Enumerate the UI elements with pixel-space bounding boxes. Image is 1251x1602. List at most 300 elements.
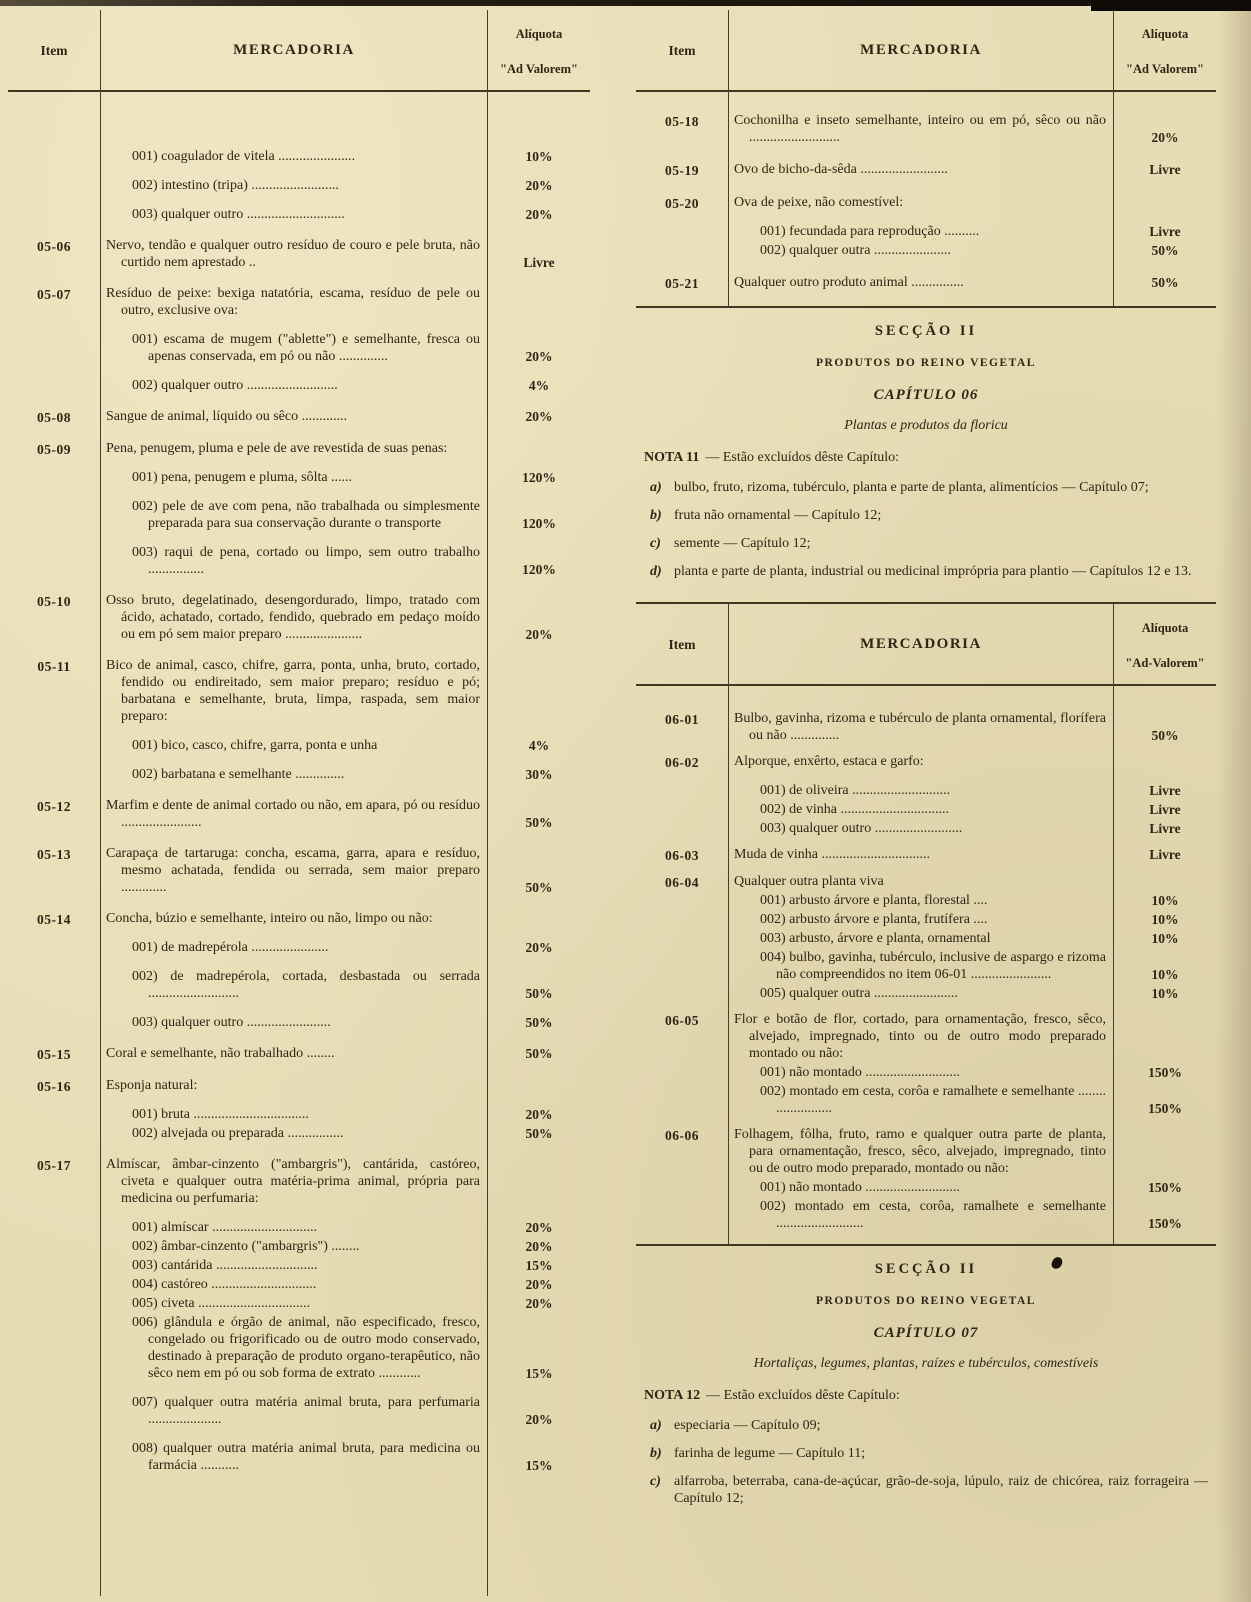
rate-value: 15% — [525, 1258, 553, 1273]
header-aliquota-line1: Alíquota — [1141, 621, 1189, 635]
tariff-line — [100, 544, 590, 578]
tariff-line — [728, 930, 1216, 947]
tariff-line — [100, 237, 590, 271]
tariff-line — [728, 1064, 1216, 1081]
mercadoria-text: 005) civeta ................................ — [132, 1296, 311, 1311]
tariff-line — [100, 148, 590, 165]
rate-value: Livre — [1149, 821, 1181, 836]
section-title: SECÇÃO II — [874, 323, 978, 339]
rate-value: 20% — [525, 627, 553, 642]
mercadoria-cell — [100, 408, 590, 426]
tariff-line — [100, 177, 590, 194]
mercadoria-text: Coral e semelhante, não trabalhado ........ — [106, 1046, 335, 1061]
tariff-line — [100, 1156, 590, 1207]
mercadoria-cell — [100, 440, 590, 578]
table-row — [636, 194, 1216, 259]
rate-value: 4% — [528, 738, 550, 753]
mercadoria-text: Pena, penugem, pluma e pele de ave revestida de suas penas: — [106, 441, 448, 456]
table-header — [636, 604, 1216, 686]
mercadoria-text: 001) escama de mugem ("ablette") e semelhante, fresca ou apenas conservada, em pó ou não .............. — [132, 332, 480, 364]
tariff-line — [100, 1125, 590, 1142]
mercadoria-text: 002) de madrepérola, cortada, desbastada ou serrada .......................... — [132, 969, 480, 1001]
mercadoria-cell — [100, 1045, 590, 1063]
mercadoria-cell — [100, 1077, 590, 1142]
tariff-line — [100, 737, 590, 754]
rate-value: 50% — [525, 815, 553, 830]
mercadoria-text: 007) qualquer outra matéria animal bruta, para perfumaria ..................... — [132, 1395, 480, 1427]
mercadoria-cell — [728, 161, 1216, 179]
mercadoria-cell — [728, 1126, 1216, 1232]
nota-item-text: fruta não ornamental — Capítulo 12; — [674, 508, 882, 523]
tariff-line — [100, 1106, 590, 1123]
item-code: 05-15 — [37, 1047, 71, 1062]
mercadoria-text: 001) não montado ........................... — [760, 1180, 960, 1195]
mercadoria-text: 003) qualquer outro ............................ — [132, 207, 345, 222]
mercadoria-text: 003) qualquer outro ......................... — [760, 821, 963, 836]
header-mercadoria: MERCADORIA — [233, 41, 355, 58]
header-aliquota — [1114, 604, 1216, 684]
item-code: 05-07 — [37, 287, 71, 302]
nota-label: NOTA 12 — [644, 1388, 701, 1403]
mercadoria-text: 008) qualquer outra matéria animal bruta, para medicina ou farmácia ........... — [132, 1441, 480, 1473]
mercadoria-cell — [728, 873, 1216, 1002]
mercadoria-text: 006) glândula e órgão de animal, não especificado, fresco, congelado ou frigorificado ou de outro modo conservado, destinado à preparação de produto organo-terapêutico, não sêco nem em pó ou sob forma de extrato ............ — [132, 1315, 480, 1381]
header-aliquota-line2: "Ad Valorem" — [500, 62, 578, 76]
left-tariff-table — [8, 10, 590, 1596]
table-row — [8, 910, 590, 1031]
table-header — [8, 10, 590, 92]
mercadoria-text: Nervo, tendão e qualquer outro resíduo de couro e pele bruta, não curtido nem aprestado .. — [106, 238, 480, 270]
mercadoria-text: Alporque, enxêrto, estaca e garfo: — [734, 754, 924, 769]
mercadoria-cell — [728, 194, 1216, 259]
table-row — [636, 710, 1216, 744]
chapter-heading: CAPÍTULO 06 — [873, 387, 979, 403]
tariff-line — [728, 782, 1216, 799]
chapter-heading: CAPÍTULO 07 — [873, 1325, 979, 1341]
rate-value: 20% — [525, 1412, 553, 1427]
tariff-line — [100, 440, 590, 457]
rate-value: 10% — [1151, 912, 1179, 927]
mercadoria-text: Esponja natural: — [106, 1078, 198, 1093]
nota-item-label: a) — [650, 1418, 662, 1433]
table-row — [8, 1077, 590, 1142]
mercadoria-text: 001) não montado ........................... — [760, 1065, 960, 1080]
table-row — [8, 285, 590, 394]
table-row — [636, 1126, 1216, 1232]
tariff-line — [728, 112, 1216, 146]
nota-item-label: d) — [650, 564, 662, 579]
item-code: 05-19 — [665, 163, 699, 178]
rate-value: 120% — [522, 516, 556, 531]
header-item: Item — [668, 636, 696, 652]
tariff-line — [728, 820, 1216, 837]
section-subheading: PRODUTOS DO REINO VEGETAL — [816, 357, 1036, 369]
item-code: 05-14 — [37, 912, 71, 927]
mercadoria-text: 002) montado em cesta, corôa e ramalhete e semelhante ........ ................ — [760, 1084, 1106, 1116]
right-column — [636, 10, 1216, 1529]
tariff-line — [100, 592, 590, 643]
right-mid-tariff-table — [636, 602, 1216, 1246]
mercadoria-text: Bulbo, gavinha, rizoma e tubérculo de planta ornamental, florífera ou não .............. — [734, 711, 1106, 743]
item-code: 06-04 — [665, 875, 699, 890]
tariff-line — [728, 1011, 1216, 1062]
tariff-line — [100, 939, 590, 956]
rate-value: 20% — [525, 1277, 553, 1292]
item-code: 05-20 — [665, 196, 699, 211]
mercadoria-text: Ovo de bicho-da-sêda ......................... — [734, 162, 948, 177]
mercadoria-cell — [728, 112, 1216, 146]
table-row — [8, 1156, 590, 1474]
mercadoria-cell — [100, 237, 590, 271]
item-code: 06-01 — [665, 712, 699, 727]
nota-item-label: c) — [650, 1474, 661, 1489]
tariff-line — [100, 331, 590, 365]
rate-value: 30% — [525, 767, 553, 782]
table-row — [8, 592, 590, 643]
item-code: 06-02 — [665, 755, 699, 770]
nota-text: — Estão excluídos dêste Capítulo: — [705, 450, 900, 465]
mercadoria-text: 004) bulbo, gavinha, tubérculo, inclusive de aspargo e rizoma não compreendidos no item 06-01 ....................... — [760, 950, 1106, 982]
nota-item — [644, 535, 1208, 552]
nota-item — [644, 507, 1208, 524]
column-divider — [728, 604, 729, 1244]
tariff-line — [100, 1295, 590, 1312]
rate-value: 15% — [525, 1458, 553, 1473]
rate-value: 20% — [525, 940, 553, 955]
nota-item-label: b) — [650, 1446, 662, 1461]
tariff-line — [728, 274, 1216, 291]
header-aliquota-line2: "Ad-Valorem" — [1125, 656, 1205, 670]
tariff-line — [728, 194, 1216, 211]
rate-value: Livre — [1149, 162, 1181, 177]
mercadoria-text: Almíscar, âmbar-cinzento ("ambargris"), cantárida, castóreo, civeta e qualquer outra matéria-prima animal, própria para medicina ou perfumaria: — [106, 1157, 480, 1206]
mercadoria-text: 001) de madrepérola ...................... — [132, 940, 329, 955]
tariff-line — [728, 1126, 1216, 1177]
tariff-line — [728, 911, 1216, 928]
rate-value: 20% — [525, 409, 553, 424]
rate-value: Livre — [523, 255, 555, 270]
rate-value: 50% — [1151, 275, 1179, 290]
tariff-line — [100, 1276, 590, 1293]
tariff-line — [100, 766, 590, 783]
item-code: 06-05 — [665, 1013, 699, 1028]
mercadoria-text: Sangue de animal, líquido ou sêco ............. — [106, 409, 348, 424]
tariff-line — [728, 710, 1216, 744]
nota-item — [644, 1473, 1208, 1507]
mercadoria-cell — [728, 1011, 1216, 1117]
mercadoria-text: 003) arbusto, árvore e planta, ornamental — [760, 931, 991, 946]
table-body — [636, 710, 1216, 1232]
tariff-line — [100, 1077, 590, 1094]
rate-value: 20% — [525, 349, 553, 364]
mercadoria-text: Carapaça de tartaruga: concha, escama, garra, apara e resíduo, mesmo achatada, fendida ou serrada, sem maior preparo ............. — [106, 846, 480, 895]
rate-value: 50% — [525, 986, 553, 1001]
rate-value: 20% — [525, 1239, 553, 1254]
rate-value: 20% — [525, 178, 553, 193]
table-row — [8, 237, 590, 271]
mercadoria-text: 002) qualquer outro .......................... — [132, 378, 338, 393]
header-mercadoria: MERCADORIA — [860, 41, 982, 58]
rate-value: 10% — [1151, 967, 1179, 982]
rate-value: 20% — [525, 1296, 553, 1311]
item-code: 05-16 — [37, 1079, 71, 1094]
tariff-line — [100, 1219, 590, 1236]
tariff-line — [728, 1179, 1216, 1196]
tariff-line — [100, 498, 590, 532]
tariff-line — [100, 1238, 590, 1255]
mercadoria-text: Cochonilha e inseto semelhante, inteiro ou em pó, sêco ou não .......................... — [734, 113, 1106, 145]
tariff-line — [100, 1257, 590, 1274]
rate-value: 4% — [528, 378, 550, 393]
mercadoria-text: 003) raqui de pena, cortado ou limpo, sem outro trabalho ................ — [132, 545, 480, 577]
tariff-line — [728, 949, 1216, 983]
tariff-line — [100, 408, 590, 425]
rate-value: 50% — [525, 1126, 553, 1141]
tariff-line — [100, 968, 590, 1002]
mercadoria-text: Marfim e dente de animal cortado ou não, em apara, pó ou resíduo ....................... — [106, 798, 480, 830]
mercadoria-cell — [728, 710, 1216, 744]
mercadoria-text: 001) coagulador de vitela ...................... — [132, 149, 356, 164]
tariff-line — [728, 801, 1216, 818]
table-row — [636, 1011, 1216, 1117]
tariff-line — [100, 1394, 590, 1428]
rate-value: 50% — [1151, 243, 1179, 258]
table-row — [8, 797, 590, 831]
rate-value: 150% — [1148, 1065, 1182, 1080]
section-title: SECÇÃO II — [874, 1261, 978, 1277]
mercadoria-text: Qualquer outro produto animal ............... — [734, 275, 964, 290]
rate-value: 50% — [1151, 728, 1179, 743]
tariff-line — [728, 161, 1216, 178]
rate-value: 10% — [1151, 931, 1179, 946]
tariff-line — [100, 206, 590, 223]
item-code: 05-21 — [665, 276, 699, 291]
nota-line — [644, 449, 1208, 466]
column-divider — [728, 10, 729, 306]
mercadoria-text: 001) arbusto árvore e planta, florestal .... — [760, 893, 988, 908]
rate-value: 20% — [525, 207, 553, 222]
rate-value: 50% — [525, 1046, 553, 1061]
item-code: 05-10 — [37, 594, 71, 609]
nota-text: — Estão excluídos dêste Capítulo: — [706, 1388, 900, 1403]
mercadoria-text: 004) castóreo .............................. — [132, 1277, 317, 1292]
rate-value: Livre — [1149, 847, 1181, 862]
chapter-subtitle: Hortaliças, legumes, plantas, raízes e tubérculos, comestíveis — [753, 1356, 1099, 1371]
table-row — [636, 873, 1216, 1002]
mercadoria-text: Ova de peixe, não comestível: — [734, 195, 904, 210]
mercadoria-cell — [728, 274, 1216, 292]
item-code: 05-13 — [37, 847, 71, 862]
tariff-line — [728, 873, 1216, 890]
rate-value: 10% — [1151, 986, 1179, 1001]
mercadoria-text: 003) cantárida ............................. — [132, 1258, 318, 1273]
tariff-line — [100, 1314, 590, 1382]
mercadoria-cell — [100, 285, 590, 394]
rate-value: 150% — [1148, 1180, 1182, 1195]
mercadoria-cell — [100, 797, 590, 831]
tariff-line — [728, 753, 1216, 770]
mercadoria-text: 001) de oliveira ............................ — [760, 783, 951, 798]
mercadoria-cell — [728, 753, 1216, 837]
mercadoria-cell — [100, 657, 590, 783]
tariff-line — [100, 1014, 590, 1031]
mercadoria-text: 002) alvejada ou preparada ................ — [132, 1126, 344, 1141]
mercadoria-text: 002) arbusto árvore e planta, frutífera .... — [760, 912, 988, 927]
table-body — [8, 136, 590, 1474]
table-row — [636, 846, 1216, 864]
page-top-rule — [0, 0, 1251, 6]
mercadoria-text: Folhagem, fôlha, fruto, ramo e qualquer outra parte de planta, para ornamentação, fresco, sêco, alvejado, impregnado, tinto ou de outro modo preparado, montado ou não: — [734, 1127, 1106, 1176]
table-row — [636, 274, 1216, 292]
table-row — [636, 161, 1216, 179]
item-code: 05-06 — [37, 239, 71, 254]
nota-item — [644, 1417, 1208, 1434]
table-row — [8, 1045, 590, 1063]
item-code: 05-11 — [37, 659, 71, 674]
table-row — [8, 845, 590, 896]
item-code: 05-17 — [37, 1158, 71, 1173]
item-code: 06-06 — [665, 1128, 699, 1143]
table-row — [8, 136, 590, 223]
section-subheading: PRODUTOS DO REINO VEGETAL — [816, 1295, 1036, 1307]
nota-item-text: bulbo, fruto, rizoma, tubérculo, planta e parte de planta, alimentícios — Capítulo 07; — [674, 480, 1149, 495]
tariff-line — [100, 285, 590, 319]
tariff-line — [728, 1198, 1216, 1232]
tariff-line — [100, 377, 590, 394]
table-row — [8, 408, 590, 426]
tariff-line — [100, 1045, 590, 1062]
mercadoria-text: 001) bruta ................................. — [132, 1107, 309, 1122]
rate-value: 20% — [1151, 130, 1179, 145]
rate-value: Livre — [1149, 783, 1181, 798]
header-aliquota-line2: "Ad Valorem" — [1126, 62, 1204, 76]
nota-item-text: semente — Capítulo 12; — [674, 536, 811, 551]
mercadoria-cell — [100, 592, 590, 643]
mercadoria-text: 002) intestino (tripa) ......................... — [132, 178, 339, 193]
nota-item-label: b) — [650, 508, 662, 523]
column-divider — [100, 10, 101, 1596]
item-code: 05-08 — [37, 410, 71, 425]
mercadoria-text: 002) qualquer outra ...................... — [760, 243, 951, 258]
mercadoria-text: 001) fecundada para reprodução .......... — [760, 224, 980, 239]
nota-item-text: especiaria — Capítulo 09; — [674, 1418, 821, 1433]
tariff-line — [100, 1440, 590, 1474]
left-column — [8, 10, 590, 1596]
mercadoria-text: 001) pena, penugem e pluma, sôlta ...... — [132, 470, 353, 485]
mercadoria-text: 002) âmbar-cinzento ("ambargris") ........ — [132, 1239, 360, 1254]
rate-value: 50% — [525, 880, 553, 895]
header-aliquota-line1: Alíquota — [515, 27, 563, 41]
tariff-line — [100, 845, 590, 896]
rate-value: 150% — [1148, 1216, 1182, 1231]
tariff-line — [100, 797, 590, 831]
header-item: Item — [40, 42, 68, 58]
column-divider — [1113, 604, 1114, 1244]
rate-value: Livre — [1149, 802, 1181, 817]
table-header — [636, 10, 1216, 92]
mercadoria-cell — [100, 845, 590, 896]
mercadoria-text: Flor e botão de flor, cortado, para ornamentação, fresco, sêco, alvejado, impregnado, tinto ou de outro modo preparado montado ou não: — [734, 1012, 1106, 1061]
item-code: 06-03 — [665, 848, 699, 863]
header-aliquota-line1: Alíquota — [1141, 27, 1189, 41]
table-row — [8, 657, 590, 783]
table-row — [8, 440, 590, 578]
mercadoria-text: 001) bico, casco, chifre, garra, ponta e unha — [132, 738, 378, 753]
mercadoria-text: Bico de animal, casco, chifre, garra, ponta, unha, bruto, cortado, fendido ou endireitado, sem maior preparo; resíduo e pó; barbatana e semelhante, bruta, limpa, raspada, sem maior preparo: — [106, 658, 480, 724]
rate-value: 120% — [522, 562, 556, 577]
tariff-line — [728, 985, 1216, 1002]
table-body — [636, 112, 1216, 292]
table-row — [636, 112, 1216, 146]
item-code: 05-18 — [665, 114, 699, 129]
right-top-tariff-table — [636, 10, 1216, 308]
tariff-line — [100, 910, 590, 927]
item-code: 05-09 — [37, 442, 71, 457]
mercadoria-text: 002) barbatana e semelhante .............. — [132, 767, 345, 782]
mercadoria-cell — [100, 136, 590, 223]
mercadoria-text: 005) qualquer outra ........................ — [760, 986, 958, 1001]
mercadoria-text: 002) pele de ave com pena, não trabalhada ou simplesmente preparada para sua conservação durante o transporte — [132, 499, 480, 531]
nota-item — [644, 479, 1208, 496]
tariff-line — [728, 1083, 1216, 1117]
mercadoria-text: Muda de vinha ............................... — [734, 847, 930, 862]
mercadoria-text: Osso bruto, degelatinado, desengordurado, limpo, tratado com ácido, achatado, cortado, fendido, quebrado em pedaço moído ou em pó sem maior preparo ...................... — [106, 593, 480, 642]
rate-value: 20% — [525, 1107, 553, 1122]
nota-line — [644, 1387, 1208, 1404]
nota-item-text: planta e parte de planta, industrial ou medicinal imprópria para plantio — Capítulos 12 e 13. — [674, 564, 1192, 579]
rate-value: 20% — [525, 1220, 553, 1235]
rate-value: 15% — [525, 1366, 553, 1381]
mercadoria-text: 002) montado em cesta, corôa, ramalhete e semelhante ......................... — [760, 1199, 1106, 1231]
tariff-line — [728, 892, 1216, 909]
header-aliquota — [488, 10, 590, 90]
header-aliquota — [1114, 10, 1216, 90]
nota-label: NOTA 11 — [644, 450, 700, 465]
nota-item-label: a) — [650, 480, 662, 495]
nota-item — [644, 1445, 1208, 1462]
rate-value: 150% — [1148, 1101, 1182, 1116]
rate-value: 50% — [525, 1015, 553, 1030]
item-code — [8, 136, 100, 223]
tariff-line — [728, 223, 1216, 240]
rate-value: 10% — [1151, 893, 1179, 908]
column-divider — [1113, 10, 1114, 306]
table-row — [636, 753, 1216, 837]
mercadoria-cell — [100, 910, 590, 1031]
tariff-line — [100, 469, 590, 486]
tariff-line — [728, 846, 1216, 863]
rate-value: 10% — [525, 149, 553, 164]
header-mercadoria: MERCADORIA — [860, 635, 982, 652]
rate-value: Livre — [1149, 224, 1181, 239]
mercadoria-cell — [728, 846, 1216, 864]
mercadoria-text: Qualquer outra planta viva — [734, 874, 884, 889]
nota-item-label: c) — [650, 536, 661, 551]
mercadoria-text: 003) qualquer outro ........................ — [132, 1015, 331, 1030]
section-chapter-06 — [636, 308, 1216, 602]
section-chapter-07 — [636, 1246, 1216, 1529]
mercadoria-text: Concha, búzio e semelhante, inteiro ou não, limpo ou não: — [106, 911, 433, 926]
mercadoria-text: Resíduo de peixe: bexiga natatória, escama, resíduo de pele ou outro, exclusive ova: — [106, 286, 480, 318]
rate-value: 120% — [522, 470, 556, 485]
nota-item-text: alfarroba, beterraba, cana-de-açúcar, grão-de-soja, lúpulo, raiz de chicórea, raiz forrageira — Capítulo 12; — [674, 1474, 1208, 1506]
tariff-line — [728, 242, 1216, 259]
mercadoria-text: 001) almíscar .............................. — [132, 1220, 318, 1235]
column-divider — [487, 10, 488, 1596]
mercadoria-cell — [100, 1156, 590, 1474]
mercadoria-text: 002) de vinha ............................... — [760, 802, 949, 817]
nota-item — [644, 563, 1208, 580]
